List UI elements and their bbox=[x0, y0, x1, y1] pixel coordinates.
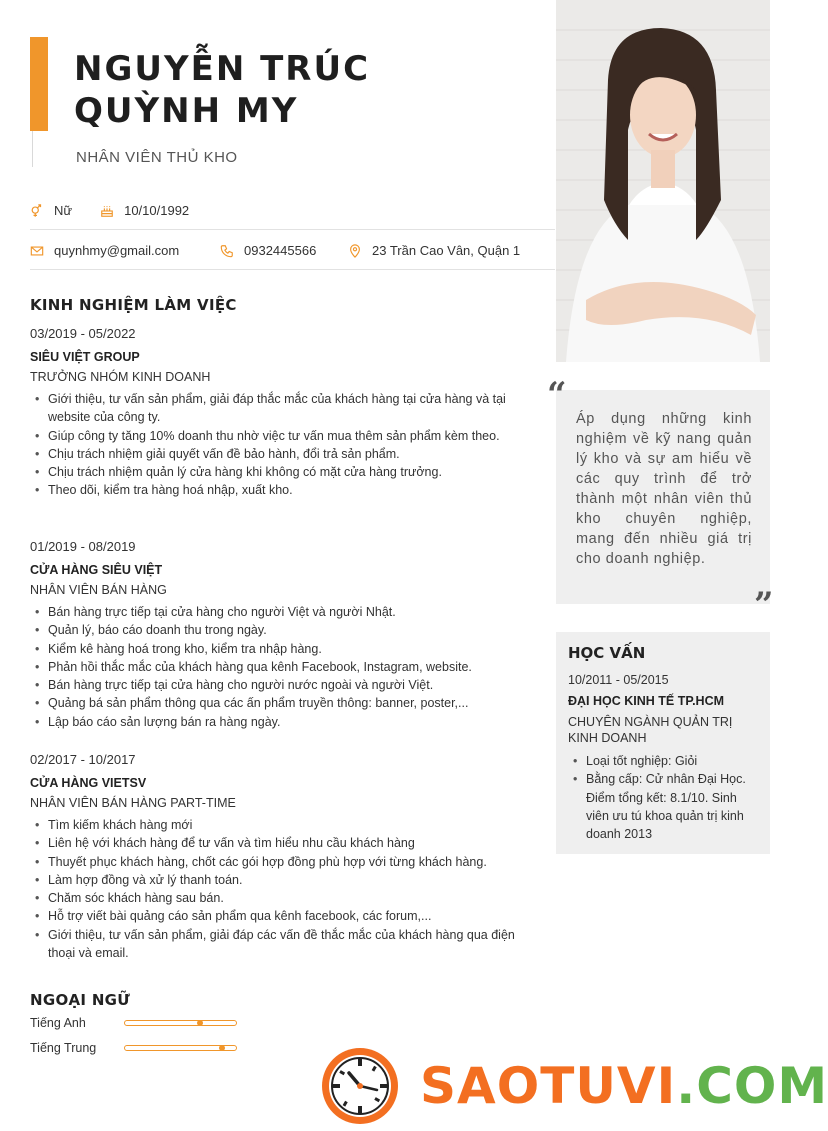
duty-item: • Liên hệ với khách hàng để tư vấn và tìm hiểu nhu cầu khách hàng bbox=[48, 834, 540, 852]
phone-item bbox=[220, 243, 348, 258]
education-school: ĐẠI HỌC KINH TẾ TP.HCM bbox=[568, 694, 725, 708]
watermark-brand bbox=[420, 1057, 828, 1115]
job-company: SIÊU VIỆT GROUP bbox=[30, 350, 140, 364]
title-divider bbox=[32, 131, 33, 167]
location-pin-icon bbox=[348, 244, 362, 258]
gender-icon bbox=[30, 204, 44, 218]
name-line-1: NGUYỄN TRÚC bbox=[74, 49, 371, 89]
name-line-2: QUỲNH MY bbox=[74, 91, 299, 131]
duty-item: • Chịu trách nhiệm quản lý cửa hàng khi không có mặt cửa hàng trưởng. bbox=[48, 463, 540, 481]
job-entry bbox=[30, 539, 540, 731]
phone-value: 0932445566 bbox=[244, 243, 317, 258]
language-level-marker bbox=[197, 1020, 203, 1026]
duty-item: • Giúp công ty tăng 10% doanh thu nhờ việc tư vấn mua thêm sản phẩm kèm theo. bbox=[48, 427, 540, 445]
personal-info-row-1 bbox=[30, 203, 189, 218]
duty-item: • Theo dõi, kiểm tra hàng hoá nhập, xuất kho. bbox=[48, 481, 540, 499]
education-period: 10/2011 - 05/2015 bbox=[568, 673, 669, 687]
candidate-name bbox=[74, 48, 494, 132]
accent-bar bbox=[30, 37, 48, 131]
job-role: TRƯỞNG NHÓM KINH DOANH bbox=[30, 370, 211, 384]
phone-icon bbox=[220, 244, 234, 258]
job-duties bbox=[30, 603, 540, 731]
language-level-bar bbox=[124, 1020, 237, 1026]
duty-item: • Quảng bá sản phẩm thông qua các ấn phẩm truyền thông: banner, poster,... bbox=[48, 694, 540, 712]
duty-item: • Giới thiệu, tư vấn sản phẩm, giải đáp thắc mắc của khách hàng tại cửa hàng và tại website của công ty. bbox=[48, 390, 540, 427]
email-value: quynhmy@gmail.com bbox=[54, 243, 180, 258]
brand-name: SAOTUVI bbox=[420, 1057, 677, 1115]
brand-domain: .COM bbox=[676, 1057, 828, 1115]
language-name: Tiếng Anh bbox=[30, 1016, 86, 1030]
language-row bbox=[30, 1016, 237, 1030]
language-level-bar bbox=[124, 1045, 237, 1051]
job-period: 02/2017 - 10/2017 bbox=[30, 752, 136, 767]
languages-section-title: NGOẠI NGỮ bbox=[30, 991, 131, 1009]
birthday-item bbox=[100, 203, 189, 218]
duty-item: • Kiểm kê hàng hoá trong kho, kiểm tra nhập hàng. bbox=[48, 640, 540, 658]
job-title: NHÂN VIÊN THỦ KHO bbox=[76, 149, 238, 166]
duty-item: • Phản hồi thắc mắc của khách hàng qua kênh Facebook, Instagram, website. bbox=[48, 658, 540, 676]
job-period: 03/2019 - 05/2022 bbox=[30, 326, 136, 341]
job-company: CỬA HÀNG SIÊU VIỆT bbox=[30, 563, 163, 577]
address-item bbox=[348, 243, 520, 258]
job-entry bbox=[30, 752, 540, 962]
education-details bbox=[568, 752, 758, 843]
gender-value: Nữ bbox=[54, 203, 73, 218]
objective-text: Áp dụng những kinh nghiệm về kỹ nang quản lý kho và sự am hiểu về các quy trình để trở thành một nhân viên thủ kho chuyên nghiệp, mang đến nhiều giá trị cho doanh nghiệp. bbox=[576, 411, 752, 567]
job-company: CỬA HÀNG VIETSV bbox=[30, 776, 147, 790]
education-panel bbox=[556, 632, 770, 854]
education-detail-item: • Bằng cấp: Cử nhân Đại Học. Điểm tổng kết: 8.1/10. Sinh viên ưu tú khoa quản trị kinh doanh 2013 bbox=[586, 770, 758, 843]
duty-item: • Quản lý, báo cáo doanh thu trong ngày. bbox=[48, 621, 540, 639]
duty-item: • Chăm sóc khách hàng sau bán. bbox=[48, 889, 540, 907]
education-major: CHUYÊN NGÀNH QUẢN TRỊ KINH DOANH bbox=[568, 715, 733, 745]
job-duties bbox=[30, 390, 540, 500]
gender-item bbox=[30, 203, 72, 218]
divider bbox=[30, 269, 555, 270]
address-value: 23 Trần Cao Vân, Quận 1 bbox=[372, 243, 521, 258]
personal-info-row-2 bbox=[30, 243, 520, 258]
mail-icon bbox=[30, 244, 44, 258]
email-item bbox=[30, 243, 220, 258]
duty-item: • Giới thiệu, tư vấn sản phẩm, giải đáp các vấn đề thắc mắc của khách hàng qua điện thoại và email. bbox=[48, 926, 540, 963]
job-role: NHÂN VIÊN BÁN HÀNG PART-TIME bbox=[30, 796, 236, 810]
job-period: 01/2019 - 08/2019 bbox=[30, 539, 136, 554]
language-level-marker bbox=[219, 1045, 225, 1051]
duty-item: • Bán hàng trực tiếp tại cửa hàng cho người nước ngoài và người Việt. bbox=[48, 676, 540, 694]
quote-open-icon: “ bbox=[547, 375, 567, 415]
experience-section-title: KINH NGHIỆM LÀM VIỆC bbox=[30, 296, 237, 314]
job-entry bbox=[30, 326, 540, 500]
birthday-value: 10/10/1992 bbox=[124, 203, 190, 218]
quote-close-icon: ” bbox=[754, 585, 774, 625]
watermark-logo bbox=[320, 1046, 828, 1126]
duty-item: • Thuyết phục khách hàng, chốt các gói hợp đồng phù hợp với từng khách hàng. bbox=[48, 853, 540, 871]
cake-icon bbox=[100, 204, 114, 218]
duty-item: • Lập báo cáo sản lượng bán ra hàng ngày. bbox=[48, 713, 540, 731]
duty-item: • Bán hàng trực tiếp tại cửa hàng cho người Việt và người Nhật. bbox=[48, 603, 540, 621]
divider bbox=[30, 229, 555, 230]
profile-photo bbox=[556, 0, 770, 362]
duty-item: • Chịu trách nhiệm giải quyết vấn đề bảo hành, đổi trả sản phẩm. bbox=[48, 445, 540, 463]
duty-item: • Làm hợp đồng và xử lý thanh toán. bbox=[48, 871, 540, 889]
education-detail-item: • Loại tốt nghiệp: Giỏi bbox=[586, 752, 758, 770]
language-name: Tiếng Trung bbox=[30, 1041, 97, 1055]
language-row bbox=[30, 1041, 237, 1055]
education-section-title: HỌC VẤN bbox=[568, 644, 646, 662]
duty-item: • Hỗ trợ viết bài quảng cáo sản phẩm qua kênh facebook, các forum,... bbox=[48, 907, 540, 925]
job-role: NHÂN VIÊN BÁN HÀNG bbox=[30, 583, 167, 597]
duty-item: • Tìm kiếm khách hàng mới bbox=[48, 816, 540, 834]
job-duties bbox=[30, 816, 540, 962]
clock-icon bbox=[320, 1046, 400, 1126]
